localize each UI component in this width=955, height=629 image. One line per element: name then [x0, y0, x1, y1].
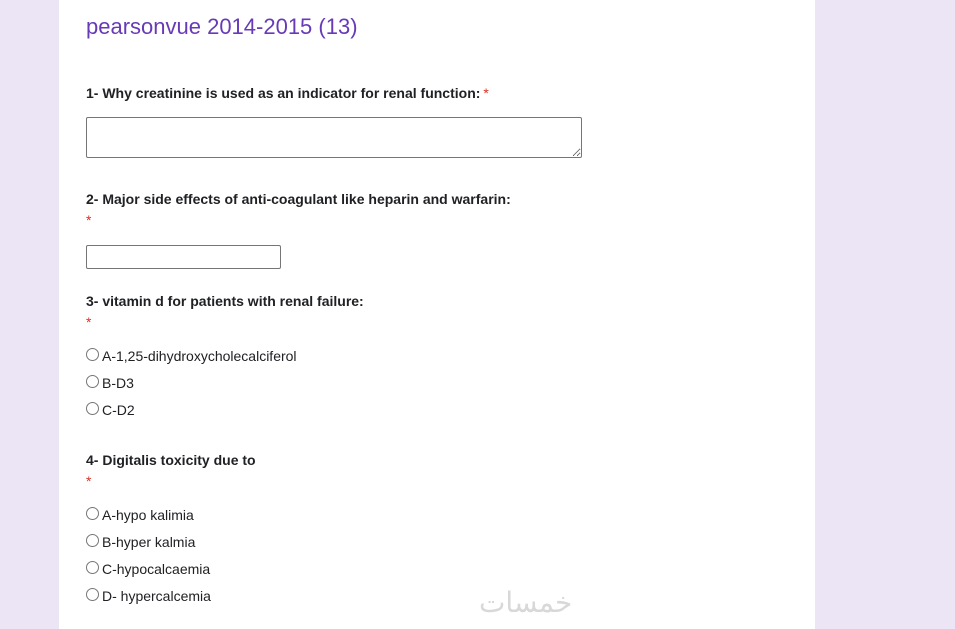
question-1-answer-textarea[interactable]: [86, 117, 582, 158]
question-4-option-a[interactable]: [86, 505, 194, 525]
radio-button[interactable]: [86, 402, 99, 415]
radio-button[interactable]: [86, 561, 99, 574]
question-3-title: 3- vitamin d for patients with renal failure:: [86, 293, 364, 309]
question-4-option-c[interactable]: [86, 559, 210, 579]
question-2-title: 2- Major side effects of anti-coagulant like heparin and warfarin:: [86, 191, 511, 207]
question-1-text: 1- Why creatinine is used as an indicator for renal function:: [86, 85, 481, 101]
watermark-logo: خمسات: [479, 586, 573, 619]
required-asterisk: *: [86, 314, 92, 330]
option-label: A-1,25-dihydroxycholecalciferol: [102, 348, 297, 364]
form-title: pearsonvue 2014-2015 (13): [86, 14, 358, 39]
question-4-option-d[interactable]: [86, 586, 211, 606]
question-2-answer-input[interactable]: [86, 245, 281, 269]
question-4-title: 4- Digitalis toxicity due to: [86, 452, 256, 468]
option-label: C-hypocalcaemia: [102, 561, 211, 577]
required-asterisk: *: [86, 212, 92, 228]
option-label: B-D3: [102, 375, 134, 391]
option-label: D- hypercalcemia: [102, 588, 211, 604]
required-asterisk: *: [483, 85, 489, 101]
radio-button[interactable]: [86, 534, 99, 547]
radio-button[interactable]: [86, 507, 99, 520]
question-1-title: [86, 83, 489, 103]
radio-button[interactable]: [86, 375, 99, 388]
option-label: B-hyper kalmia: [102, 534, 196, 550]
question-3-option-a[interactable]: [86, 346, 297, 366]
required-asterisk: *: [86, 473, 92, 489]
option-label: A-hypo kalimia: [102, 507, 194, 523]
form-card: [59, 0, 815, 629]
question-4-option-b[interactable]: [86, 532, 195, 552]
question-3-option-b[interactable]: [86, 373, 134, 393]
question-3-option-c[interactable]: [86, 400, 135, 420]
option-label: C-D2: [102, 402, 135, 418]
radio-button[interactable]: [86, 588, 99, 601]
radio-button[interactable]: [86, 348, 99, 361]
